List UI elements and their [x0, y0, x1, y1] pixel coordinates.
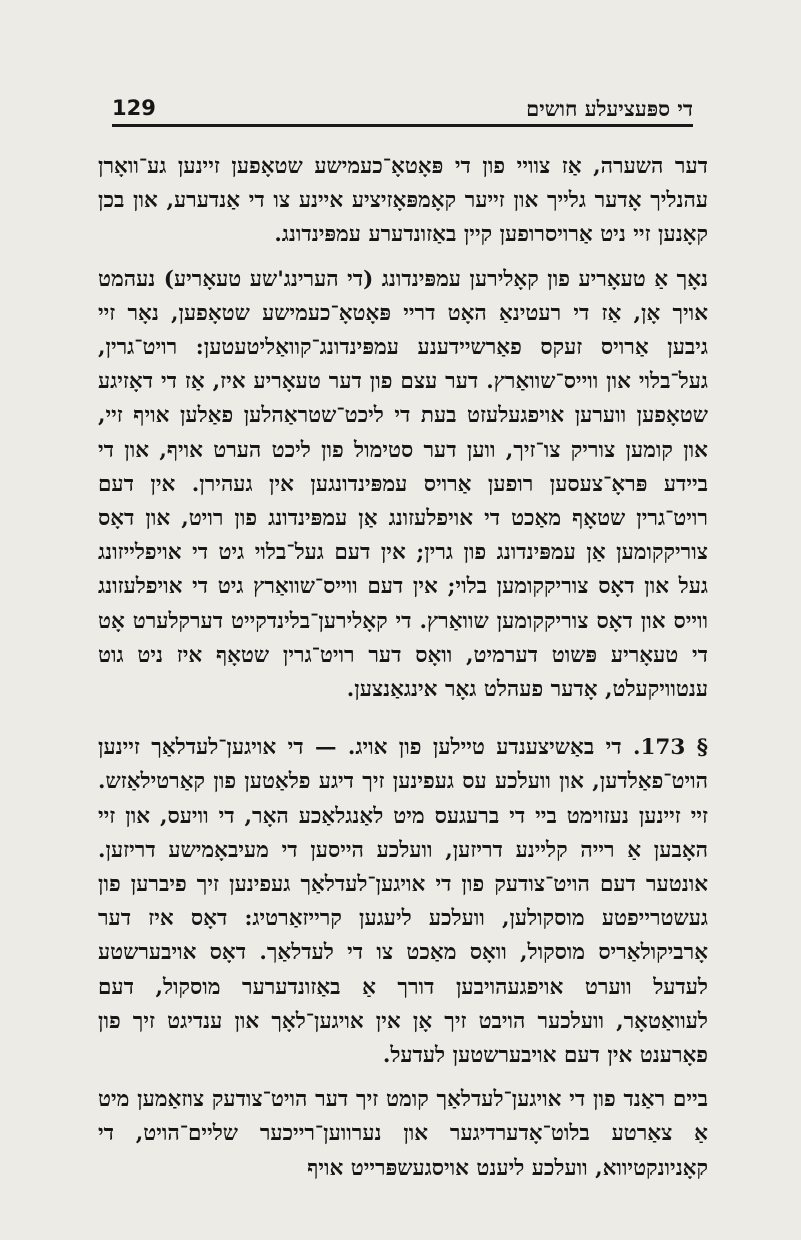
paragraph-1: דער השערה, אַז צוויי פון די פּאָטאָ־כעמישע שטאָפען זיינען גע־וואָרן עהנליך אָדער גלייך און זייער קאָמפּאָזיציע איינע צו די אַנדערע, און בכן קאָנען זיי ניט אַרויסרופען קיין באַזונדערע עמפּינדונג.	[98, 154, 708, 248]
body-text	[98, 150, 708, 1186]
header-rule	[112, 124, 693, 127]
paragraph-4: ביים ראַנד פון די אויגען־לעדלאַך קומט זיך דער הויט־צודעק צוזאַמען מיט אַ צאַרטע בלוט־אָדערדיגער און נערווען־רייכער שליים־הויט, די קאָניונקטיווא, וועלכע ליענט אויסגעשפּרייט אויף	[98, 1087, 708, 1181]
paragraph-2: נאָך אַ טעאָריע פון קאָלירען עמפּינדונג (די הערינג'שע טעאָריע) נעהמט אויך אָן, אַז די רעטינאַ האָט דריי פּאָטאָ־כעמישע שטאָפען, נאָר זיי גיבען אַרויס זעקס פאַרשיידענע עמפּינדונג־קוואַליטעטען: רויט־גרין, געל־בלוי און ווייס־שוואַרץ. דער עצם פון דער טעאָריע איז, אַז די דאָזיגע שטאָפען ווערען אויפגעלעזט בעת די ליכט־שטראַהלען פאַלען אויף זיי, און קומען צוריק צו־זיך, ווען דער סטימול פון ליכט הערט אויף, און די ביידע פּראָ־צעסען רופען אַרויס עמפּינדונגען אין געהירן. אין דעם רויט־גרין שטאָף מאַכט די אויפלעזונג אַן עמפּינדונג פון רויט, און דאָס צוריקקומען אַן עמפּינדונג פון גרין; אין דעם געל־בלוי גיט די אויפלייזונג געל און דאָס צוריקקומען בלוי; אין דעם ווייס־שוואַרץ גיט די אויפלעזונג ווייס און דאָס צוריקקומען שוואַרץ. די קאָלירען־בלינדקייט דערקלערט אָט די טעאָריע פּשוט דערמיט, וואָס דער רויט־גרין שטאָף איז ניט גוט ענטוויקעלט, אָדער פעהלט גאָר אינגאַנצען.	[98, 266, 708, 703]
running-title: די ספּעציעלע חושים	[526, 96, 693, 121]
page-number: 129	[112, 96, 156, 120]
page-header	[112, 96, 693, 122]
paragraph-section-173: § 173. די באַשיצענדע טיילען פון אויג. — די אויגען־לעדלאַך זיינען הויט־פאַלדען, און וועלכע עס געפינען זיך דיגע פלאַטען פון קאַרטילאַזש. זיי זיינען נעזוימט ביי די ברעגעס מיט לאַנגלאַכע האָר, די וויעס, און זיי האָבען אַ רייה קליינע דריזען, וועלכע הייסען די מעיבאָמישע דריזען. אונטער דעם הויט־צודעק פון די אויגען־לעדלאַך געפינען זיך פיברען פון געשטרייפטע מוסקולען, וועלכע ליעגען קרייזאַרטיג: דאָס איז דער אָרביקולאַריס מוסקול, וואָס מאַכט צו די לעדלאַך. דאָס אויבערשטע לעדעל ווערט אויפגעהויבען דורך אַ באַזונדערער מוסקול, דעם לעוואַטאָר, וועלכער הויבט זיך אָן אין אויגען־לאָך און ענדיגט זיך פון פאָרענט אין דעם אויבערשטען לעדעל.	[98, 735, 709, 1069]
